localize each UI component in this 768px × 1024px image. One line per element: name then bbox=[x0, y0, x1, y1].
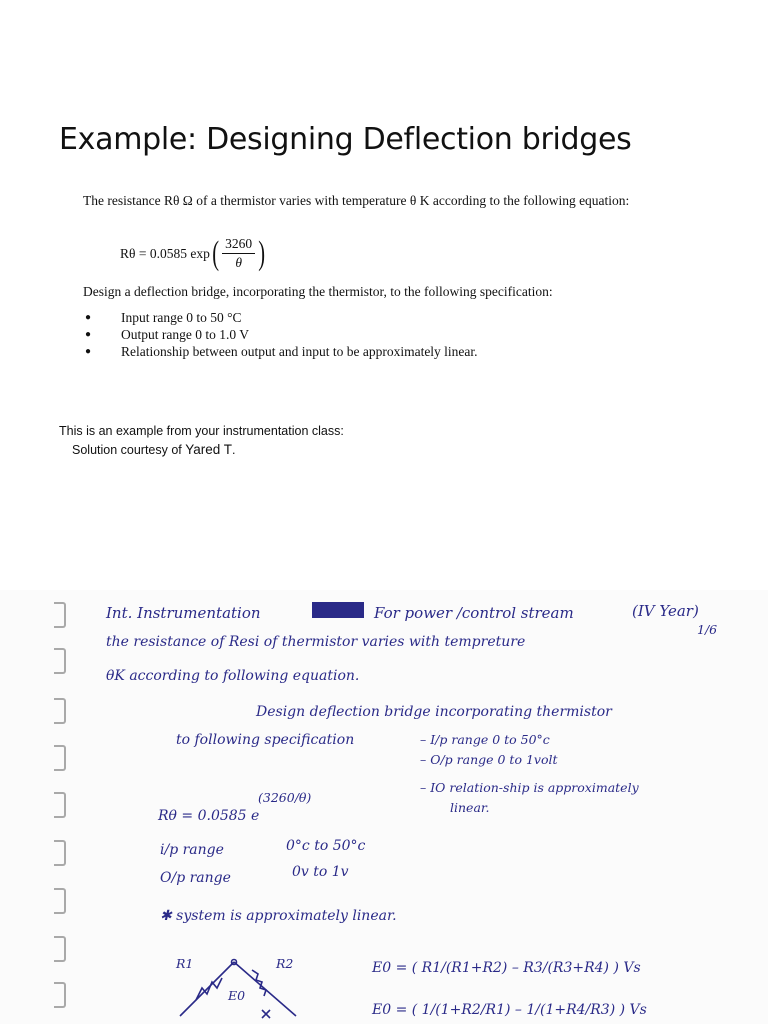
hw-design-2: to following specification bbox=[176, 732, 355, 748]
hw-input-range-values: 0°c to 50°c bbox=[286, 838, 366, 854]
equation-denominator: θ bbox=[235, 255, 242, 270]
spec-item: ● Output range 0 to 1.0 V bbox=[85, 327, 249, 342]
bullet-icon: ● bbox=[85, 329, 92, 340]
hw-line-2: θK according to following equation. bbox=[106, 668, 360, 684]
hw-spec-1: – I/p range 0 to 50°c bbox=[420, 732, 550, 747]
bullet-icon: ● bbox=[85, 346, 92, 357]
problem-statement: The resistance Rθ Ω of a thermistor varies with temperature θ K according to the following equation: bbox=[83, 193, 630, 208]
hw-output-range-values: 0v to 1v bbox=[292, 864, 349, 880]
hw-header-year: (IV Year) bbox=[632, 602, 699, 620]
hw-output-range-label: O/p range bbox=[160, 870, 231, 886]
hw-design-1: Design deflection bridge incorporating thermistor bbox=[256, 704, 612, 720]
spec-item: ● Input range 0 to 50 °C bbox=[85, 310, 242, 325]
hw-spec-3b: linear. bbox=[450, 800, 490, 815]
hw-header-stream: For power /control stream bbox=[374, 604, 574, 622]
hw-r1: R1 bbox=[176, 956, 194, 971]
equation-open-paren: ( bbox=[212, 234, 219, 272]
hw-r2: R2 bbox=[276, 956, 294, 971]
hw-equation: Rθ = 0.0585 e bbox=[158, 808, 260, 824]
hw-equation-exponent: (3260/θ) bbox=[258, 790, 312, 805]
hw-spec-2: – O/p range 0 to 1volt bbox=[420, 752, 558, 767]
bridge-circuit-sketch bbox=[0, 590, 768, 1024]
hw-page-number: 1/6 bbox=[697, 622, 718, 637]
hw-e0-label: E0 bbox=[228, 988, 246, 1003]
equation-close-paren: ) bbox=[258, 234, 266, 272]
thermistor-equation bbox=[120, 236, 267, 271]
handwritten-notes-image bbox=[0, 590, 768, 1024]
hw-e0-equation-2: E0 = ( 1/(1+R2/R1) – 1/(1+R4/R3) ) Vs bbox=[372, 1002, 647, 1018]
specification-list bbox=[83, 309, 478, 360]
page-title: Example: Designing Deflection bridges bbox=[59, 122, 632, 157]
hw-input-range-label: i/p range bbox=[160, 842, 224, 858]
equation-numerator: 3260 bbox=[222, 236, 255, 254]
hw-line-1: the resistance of Resi of thermistor varies with tempreture bbox=[106, 634, 526, 650]
hw-header: Int. Instrumentation bbox=[106, 604, 261, 622]
spec-item: ● Relationship between output and input to be approximately linear. bbox=[85, 344, 478, 359]
hw-system-note: ✱ system is approximately linear. bbox=[160, 908, 397, 924]
class-note: This is an example from your instrumentation class: bbox=[59, 424, 344, 438]
author-name: Yared T bbox=[185, 442, 233, 457]
equation-fraction bbox=[222, 236, 255, 271]
hw-e0-equation-1: E0 = ( R1/(R1+R2) – R3/(R3+R4) ) Vs bbox=[372, 960, 641, 976]
bullet-icon: ● bbox=[85, 312, 92, 323]
equation-lhs: Rθ = 0.0585 exp bbox=[120, 245, 210, 261]
hw-spec-3: – IO relation-ship is approximately bbox=[420, 780, 639, 795]
thermistor-icon bbox=[262, 1010, 270, 1018]
design-instruction: Design a deflection bridge, incorporating the thermistor, to the following specification: bbox=[83, 284, 553, 299]
solution-credit: Solution courtesy of Yared T. bbox=[72, 442, 236, 457]
